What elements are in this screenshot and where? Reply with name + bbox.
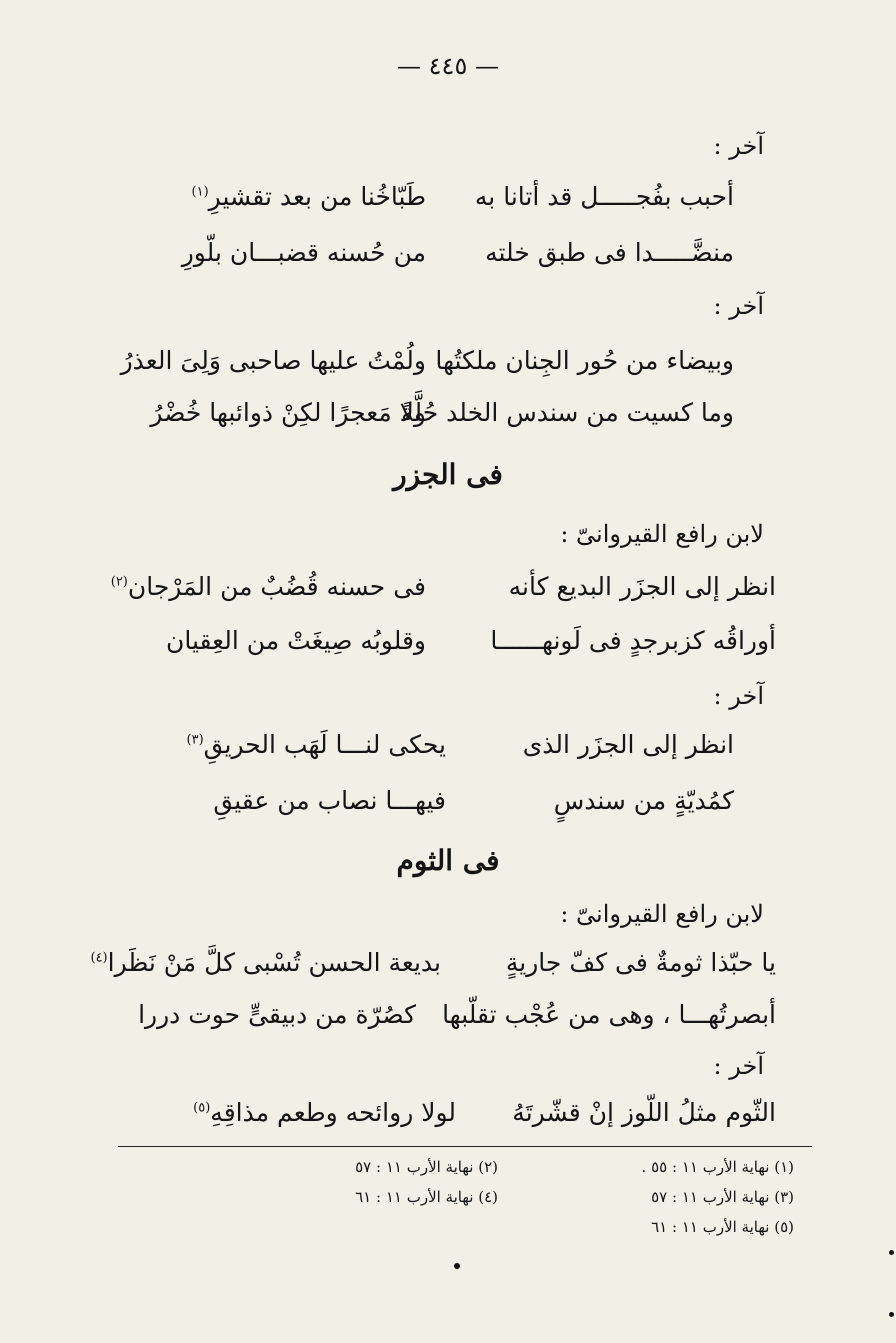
verse-second-hemistich: ولُمْتُ عليها صاحبى وَلِىَ العذرُ: [120, 346, 426, 375]
verse-first-hemistich: أوراقُه كزبرجدٍ فى لَونهــــــا: [490, 626, 776, 655]
verse-second-hemistich: من حُسنه قضبـــان بلّورِ: [181, 238, 426, 267]
margin-speck: [889, 1312, 894, 1317]
section-heading: فى الثوم: [396, 844, 500, 877]
verse-second-hemistich: بديعة الحسن تُسْبى كلَّ مَنْ نَظَرا$^{(٤)}$: [90, 948, 441, 977]
verse-first-hemistich: منضَّـــــدا فى طبق خلته: [485, 238, 734, 267]
footnote-ref: (١): [191, 184, 209, 200]
verse-first-hemistich: الثّوم مثلُ اللّوز إنْ قشّرتَهُ: [512, 1098, 776, 1127]
other-poet-label: آخر :: [713, 1052, 764, 1080]
verse-second-hemistich: طَبّاخُنا من بعد تقشيرِ$^{(١)}$: [191, 182, 426, 211]
footnote: (٥) نهاية الأرب ١١ : ٦١: [651, 1218, 794, 1236]
other-poet-label: آخر :: [713, 682, 764, 710]
verse-first-hemistich: يا حبّذا ثومةٌ فى كفّ جاريةٍ: [505, 948, 776, 977]
verse-first-hemistich: وبيضاء من حُور الجِنان ملكتُها: [435, 346, 734, 375]
margin-speck: [889, 1250, 894, 1255]
footnote: (٤) نهاية الأرب ١١ : ٦١: [355, 1188, 498, 1206]
verse-second-hemistich: وقلوبُه صِيغَتْ من العِقيان: [165, 626, 426, 655]
verse-first-hemistich: انظر إلى الجزَر الذى: [522, 730, 734, 759]
verse-second-hemistich: فيهـــا نصاب من عقيقِ: [213, 786, 446, 815]
footnote: (٢) نهاية الأرب ١١ : ٥٧: [355, 1158, 498, 1176]
other-poet-label: آخر :: [713, 132, 764, 160]
verse-second-hemistich: ولا مَعجرًا لكِنْ ذوائبها خُضْرُ: [150, 398, 426, 427]
printer-mark-dot: [454, 1263, 460, 1269]
verse-first-hemistich: أحبب بفُجـــــل قد أتانا به: [474, 182, 734, 211]
verse-first-hemistich: كمُديّةٍ من سندسٍ: [553, 786, 734, 815]
footnote-ref: (٥): [193, 1100, 211, 1116]
footnote-ref: (٢): [110, 574, 128, 590]
footnote: (٣) نهاية الأرب ١١ : ٥٧: [651, 1188, 794, 1206]
verse-second-hemistich: كصُرّة من دبيقىٍّ حوت دررا: [138, 1000, 416, 1029]
verse-first-hemistich: انظر إلى الجزَر البديع كأنه: [508, 572, 776, 601]
footnote: (١) نهاية الأرب ١١ : ٥٥ .: [641, 1158, 794, 1176]
section-heading: فى الجزر: [393, 458, 503, 491]
other-poet-label: آخر :: [713, 292, 764, 320]
verse-second-hemistich: يحكى لنـــا لَهَب الحريقِ$^{(٣)}$: [186, 730, 446, 759]
verse-first-hemistich: وما كسيت من سندس الخلد حُلَّةً: [401, 398, 734, 427]
footnote-separator: [118, 1146, 812, 1147]
page-number: — ٤٤٥ —: [397, 52, 499, 80]
verse-second-hemistich: لولا روائحه وطعم مذاقِهِ$^{(٥)}$: [193, 1098, 456, 1127]
verse-second-hemistich: فى حسنه قُضُبٌ من المَرْجان$^{(٢)}$: [110, 572, 426, 601]
poet-attribution: لابن رافع القيروانىّ :: [560, 520, 764, 548]
verse-first-hemistich: أبصرتُهـــا ، وهى من عُجْب تقلّبها: [442, 1000, 776, 1029]
footnote-ref: (٤): [90, 950, 108, 966]
footnote-ref: (٣): [186, 732, 204, 748]
poet-attribution: لابن رافع القيروانىّ :: [560, 900, 764, 928]
